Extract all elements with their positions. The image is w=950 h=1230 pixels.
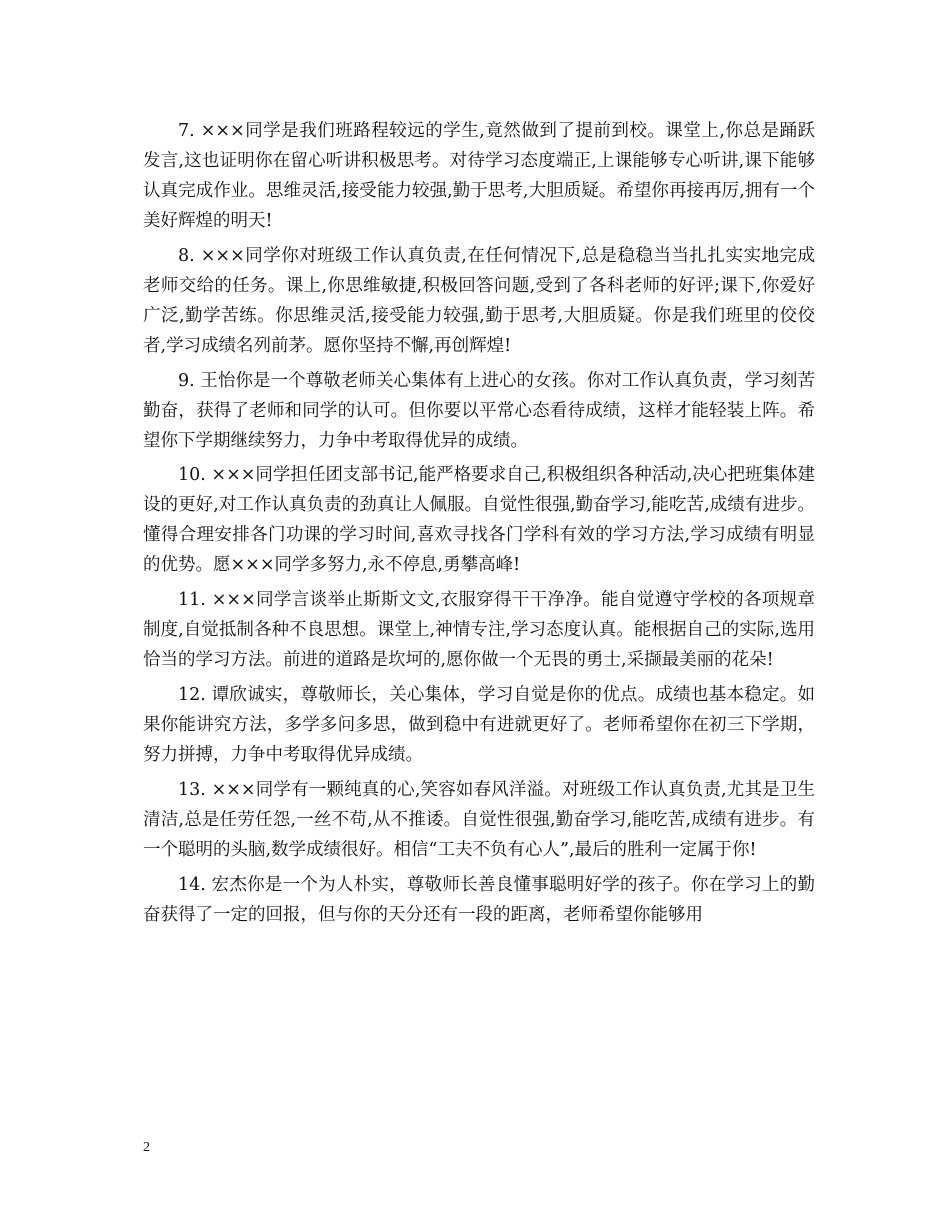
comment-paragraph-12: 12. 谭欣诚实，尊敬师长，关心集体，学习自觉是你的优点。成绩也基本稳定。如果你能讲究方法，多学多问多思，做到稳中有进就更好了。老师希望你在初三下学期，努力拼搏，力争中考取得优异成绩。 [143, 684, 815, 765]
comment-paragraph-7: 7. ×××同学是我们班路程较远的学生,竟然做到了提前到校。课堂上,你总是踊跃发言,这也证明你在留心听讲积极思考。对待学习态度端正,上课能够专心听讲,课下能够认真完成作业。思维灵活,接受能力较强,勤于思考,大胆质疑。希望你再接再厉,拥有一个美好辉煌的明天! [143, 121, 815, 231]
comment-paragraph-11: 11. ×××同学言谈举止斯斯文文,衣服穿得干干净净。能自觉遵守学校的各项规章制度,自觉抵制各种不良思想。课堂上,神情专注,学习态度认真。能根据自己的实际,选用恰当的学习方法。前进的道路是坎坷的,愿你做一个无畏的勇士,采撷最美丽的花朵! [143, 590, 815, 671]
comment-paragraph-10: 10. ×××同学担任团支部书记,能严格要求自己,积极组织各种活动,决心把班集体建设的更好,对工作认真负责的劲真让人佩服。自觉性很强,勤奋学习,能吃苦,成绩有进步。懂得合理安排各门功课的学习时间,喜欢寻找各门学科有效的学习方法,学习成绩有明显的优势。愿×××同学多努力,永不停息,勇攀高峰! [143, 465, 815, 576]
comment-paragraph-13: 13. ×××同学有一颗纯真的心,笑容如春风洋溢。对班级工作认真负责,尤其是卫生清洁,总是任劳任怨,一丝不苟,从不推诿。自觉性很强,勤奋学习,能吃苦,成绩有进步。有一个聪明的头脑,数学成绩很好。相信“工夫不负有心人”,最后的胜利一定属于你! [143, 779, 815, 860]
comment-paragraph-9: 9. 王怡你是一个尊敬老师关心集体有上进心的女孩。你对工作认真负责，学习刻苦勤奋，获得了老师和同学的认可。但你要以平常心态看待成绩，这样才能轻装上阵。希望你下学期继续努力，力争中考取得优异的成绩。 [143, 370, 815, 451]
document-body [143, 116, 815, 934]
page-number: 2 [143, 1140, 150, 1155]
comment-paragraph-14: 14. 宏杰你是一个为人朴实，尊敬师长善良懂事聪明好学的孩子。你在学习上的勤奋获得了一定的回报，但与你的天分还有一段的距离，老师希望你能够用 [143, 874, 815, 925]
comment-paragraph-8: 8. ×××同学你对班级工作认真负责,在任何情况下,总是稳稳当当扎扎实实地完成老师交给的任务。课上,你思维敏捷,积极回答问题,受到了各科老师的好评;课下,你爱好广泛,勤学苦练。你思维灵活,接受能力较强,勤于思考,大胆质疑。你是我们班里的佼佼者,学习成绩名列前茅。愿你坚持不懈,再创辉煌! [143, 245, 815, 356]
